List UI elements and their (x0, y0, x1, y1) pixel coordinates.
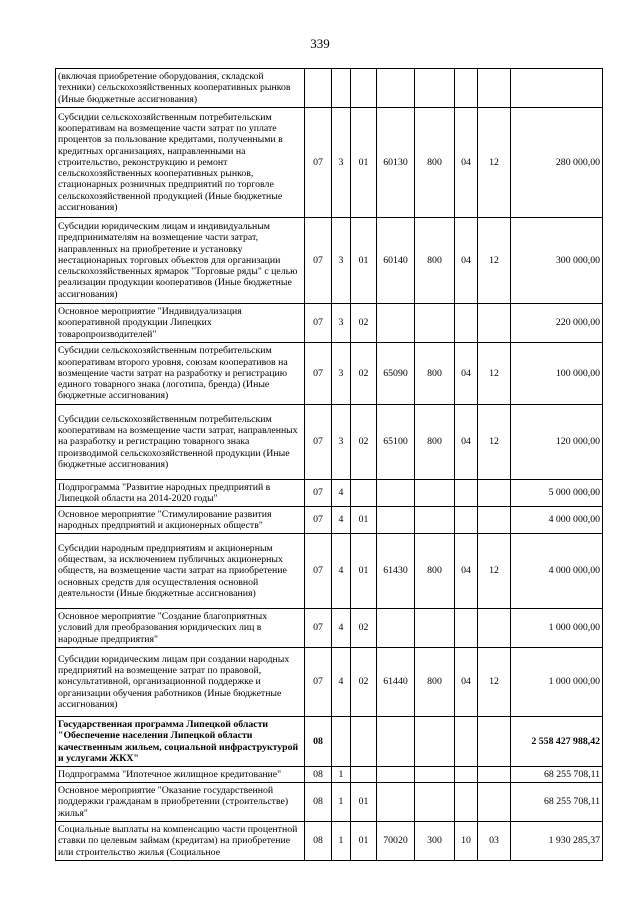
row-activity-code (351, 717, 377, 767)
row-direction-code: 65100 (377, 405, 415, 480)
row-section: 04 (455, 648, 478, 717)
table-row-program-total (56, 717, 603, 767)
row-subprogram-code: 4 (332, 480, 351, 507)
row-description: Основное мероприятие "Создание благоприятных условий для преобразования юридических лиц в народные предприятия" (56, 609, 305, 648)
row-amount: 1 930 285,37 (511, 822, 603, 861)
row-subsection: 12 (478, 534, 511, 609)
row-subprogram-code: 3 (332, 218, 351, 304)
row-program-code: 07 (305, 507, 332, 534)
row-expense-type (415, 480, 455, 507)
row-expense-type (415, 507, 455, 534)
row-description: Основное мероприятие "Оказание государственной поддержки гражданам в приобретении (строительстве) жилья" (56, 783, 305, 822)
table-row (56, 108, 603, 218)
row-amount: 280 000,00 (511, 108, 603, 218)
row-subsection: 12 (478, 218, 511, 304)
row-direction-code: 65090 (377, 343, 415, 405)
row-direction-code (377, 609, 415, 648)
row-subprogram-code: 3 (332, 108, 351, 218)
row-activity-code (351, 767, 377, 783)
row-description: Подпрограмма "Развитие народных предприятий в Липецкой области на 2014-2020 годы" (56, 480, 305, 507)
row-subprogram-code: 3 (332, 405, 351, 480)
row-direction-code: 61430 (377, 534, 415, 609)
row-expense-type: 800 (415, 218, 455, 304)
row-subprogram-code: 4 (332, 648, 351, 717)
row-amount (511, 69, 603, 108)
row-subprogram-code: 1 (332, 767, 351, 783)
row-description: Субсидии юридическим лицам при создании народных предприятий на возмещение затрат по правовой, консультативной, организационной поддержке и организации обучения работников (Иные бюджетные ассигнования) (56, 648, 305, 717)
row-activity-code: 01 (351, 507, 377, 534)
row-subsection: 12 (478, 108, 511, 218)
row-amount: 68 255 708,11 (511, 783, 603, 822)
row-subsection (478, 609, 511, 648)
row-section: 10 (455, 822, 478, 861)
row-expense-type (415, 717, 455, 767)
row-section (455, 767, 478, 783)
row-direction-code: 60140 (377, 218, 415, 304)
table-row (56, 822, 603, 861)
row-description: Основное мероприятие "Стимулирование развития народных предприятий и акционерных обществ" (56, 507, 305, 534)
row-description: Государственная программа Липецкой области "Обеспечение населения Липецкой области качественным жильем, социальной инфраструктурой и услугами ЖКХ" (56, 717, 305, 767)
row-amount: 220 000,00 (511, 304, 603, 343)
row-activity-code: 02 (351, 609, 377, 648)
row-program-code: 07 (305, 648, 332, 717)
row-subsection: 03 (478, 822, 511, 861)
row-activity-code (351, 480, 377, 507)
row-subprogram-code (332, 69, 351, 108)
row-program-code: 07 (305, 304, 332, 343)
row-expense-type (415, 767, 455, 783)
row-program-code: 07 (305, 534, 332, 609)
row-amount: 1 000 000,00 (511, 648, 603, 717)
row-subsection: 12 (478, 648, 511, 717)
table-row (56, 218, 603, 304)
budget-table (55, 68, 603, 861)
row-description: Субсидии юридическим лицам и индивидуальным предпринимателям на возмещение части затрат, направленных на приобретение и установку нестационарных торговых объектов для организации сельскохозяйственных ярмарок "Торговые ряды" с целью реализации продукции кооперативов (Иные бюджетные ассигнования) (56, 218, 305, 304)
row-expense-type (415, 304, 455, 343)
row-program-code: 07 (305, 108, 332, 218)
row-subprogram-code: 4 (332, 507, 351, 534)
row-section (455, 480, 478, 507)
row-section (455, 609, 478, 648)
row-program-code: 07 (305, 343, 332, 405)
row-expense-type: 800 (415, 343, 455, 405)
row-amount: 68 255 708,11 (511, 767, 603, 783)
table-row (56, 480, 603, 507)
row-description: Субсидии народным предприятиям и акционерным обществам, за исключением публичных акционерных обществ, на возмещение части затрат на приобретение основных средств для осуществления основной деятельности (Иные бюджетные ассигнования) (56, 534, 305, 609)
row-expense-type: 800 (415, 405, 455, 480)
row-subsection (478, 507, 511, 534)
row-subsection (478, 69, 511, 108)
page-number: 339 (310, 36, 330, 51)
row-section: 04 (455, 343, 478, 405)
row-program-code: 07 (305, 405, 332, 480)
row-program-code: 07 (305, 218, 332, 304)
row-direction-code (377, 783, 415, 822)
row-subprogram-code: 1 (332, 822, 351, 861)
row-expense-type (415, 69, 455, 108)
row-subsection (478, 480, 511, 507)
row-description: Социальные выплаты на компенсацию части процентной ставки по целевым займам (кредитам) на приобретение или строительство жилья (Социальное (56, 822, 305, 861)
table-row (56, 767, 603, 783)
table-row (56, 534, 603, 609)
row-description: Субсидии сельскохозяйственным потребительским кооперативам на возмещение части затрат, направленных на разработку и регистрацию товарного знака производимой сельскохозяйственной продукции (Иные бюджетные ассигнования) (56, 405, 305, 480)
row-activity-code: 02 (351, 304, 377, 343)
row-direction-code: 70020 (377, 822, 415, 861)
row-expense-type (415, 609, 455, 648)
row-section (455, 507, 478, 534)
table-row (56, 609, 603, 648)
row-direction-code: 61440 (377, 648, 415, 717)
row-activity-code: 01 (351, 822, 377, 861)
row-direction-code (377, 69, 415, 108)
row-program-code (305, 69, 332, 108)
row-amount: 5 000 000,00 (511, 480, 603, 507)
row-subsection (478, 767, 511, 783)
row-section: 04 (455, 108, 478, 218)
row-amount: 300 000,00 (511, 218, 603, 304)
row-section: 04 (455, 218, 478, 304)
table-row (56, 69, 603, 108)
row-section (455, 717, 478, 767)
row-program-code: 08 (305, 783, 332, 822)
row-direction-code (377, 717, 415, 767)
row-activity-code: 01 (351, 534, 377, 609)
row-activity-code (351, 69, 377, 108)
row-subprogram-code: 3 (332, 343, 351, 405)
row-direction-code (377, 304, 415, 343)
row-subprogram-code: 4 (332, 609, 351, 648)
row-subprogram-code: 3 (332, 304, 351, 343)
table-row (56, 304, 603, 343)
row-section (455, 304, 478, 343)
row-activity-code: 02 (351, 648, 377, 717)
row-program-code: 07 (305, 609, 332, 648)
row-amount: 1 000 000,00 (511, 609, 603, 648)
row-expense-type: 300 (415, 822, 455, 861)
table-row (56, 783, 603, 822)
row-direction-code: 60130 (377, 108, 415, 218)
row-expense-type: 800 (415, 108, 455, 218)
row-subsection: 12 (478, 405, 511, 480)
row-subsection (478, 717, 511, 767)
row-amount: 4 000 000,00 (511, 507, 603, 534)
row-direction-code (377, 480, 415, 507)
row-activity-code: 01 (351, 108, 377, 218)
row-activity-code: 01 (351, 218, 377, 304)
table-row (56, 405, 603, 480)
row-expense-type: 800 (415, 648, 455, 717)
row-subsection (478, 783, 511, 822)
row-description: Подпрограмма "Ипотечное жилищное кредитование" (56, 767, 305, 783)
table-row (56, 343, 603, 405)
row-subprogram-code: 1 (332, 783, 351, 822)
row-direction-code (377, 507, 415, 534)
table-row (56, 507, 603, 534)
row-subsection: 12 (478, 343, 511, 405)
table-row (56, 648, 603, 717)
row-description: (включая приобретение оборудования, складской техники) сельскохозяйственных кооперативных рынков (Иные бюджетные ассигнования) (56, 69, 305, 108)
row-section: 04 (455, 405, 478, 480)
row-direction-code (377, 767, 415, 783)
row-section (455, 783, 478, 822)
row-description: Субсидии сельскохозяйственным потребительским кооперативам на возмещение части затрат по уплате процентов за пользование кредитами, полученными в кредитных организациях, направленными на строительство, реконструкцию и ремонт сельскохозяйственных кооперативных рынков, стационарных розничных предприятий по торговле сельскохозяйственной продукцией (Иные бюджетные ассигнования) (56, 108, 305, 218)
row-section (455, 69, 478, 108)
row-program-code: 08 (305, 822, 332, 861)
row-expense-type (415, 783, 455, 822)
row-program-code: 07 (305, 480, 332, 507)
row-subprogram-code: 4 (332, 534, 351, 609)
row-description: Основное мероприятие "Индивидуализация кооперативной продукции Липецких товаропроизводителей" (56, 304, 305, 343)
row-activity-code: 01 (351, 783, 377, 822)
row-description: Субсидии сельскохозяйственным потребительским кооперативам второго уровня, союзам кооперативов на возмещение части затрат на разработку и регистрацию единого товарного знака (логотипа, бренда) (Иные бюджетные ассигнования) (56, 343, 305, 405)
row-subprogram-code (332, 717, 351, 767)
row-amount: 4 000 000,00 (511, 534, 603, 609)
row-amount: 120 000,00 (511, 405, 603, 480)
row-subsection (478, 304, 511, 343)
row-program-code: 08 (305, 767, 332, 783)
row-activity-code: 02 (351, 343, 377, 405)
row-expense-type: 800 (415, 534, 455, 609)
row-program-code: 08 (305, 717, 332, 767)
row-section: 04 (455, 534, 478, 609)
row-amount: 2 558 427 988,42 (511, 717, 603, 767)
row-activity-code: 02 (351, 405, 377, 480)
row-amount: 100 000,00 (511, 343, 603, 405)
